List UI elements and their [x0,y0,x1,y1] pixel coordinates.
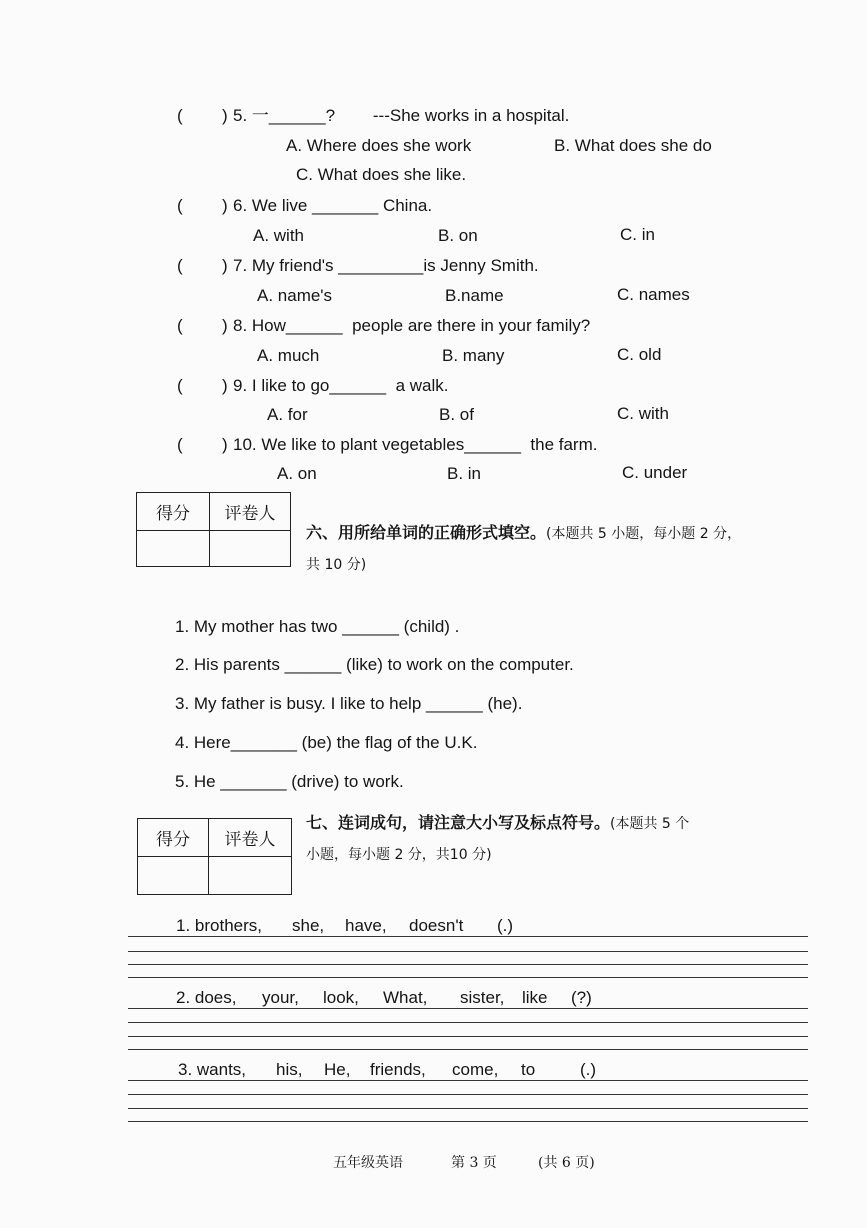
fill-item-5: 5. He _______ (drive) to work. [175,772,404,791]
answer-paren-close: ) [222,376,228,395]
word: look, [323,988,359,1007]
option-a: A. Where does she work [286,136,472,155]
grader-label: 评卷人 [209,819,292,857]
option-c: C. old [617,345,662,364]
option-b: B. What does she do [554,136,712,155]
option-a: A. for [267,405,308,424]
option-b: B. many [442,346,505,365]
answer-line[interactable] [128,936,808,937]
answer-line[interactable] [128,1108,808,1109]
word: He, [324,1060,351,1079]
grader-cell[interactable] [210,531,291,567]
option-c: C. names [617,285,690,304]
grader-cell[interactable] [209,857,292,895]
option-a: A. much [257,346,320,365]
word: What, [383,988,428,1007]
question-stem: 8. How______ people are there in your family? [233,316,591,335]
answer-paren-close: ) [222,435,228,454]
question-stem: 6. We live _______ China. [233,196,433,215]
answer-line[interactable] [128,951,808,952]
grader-label: 评卷人 [210,493,291,531]
option-c: C. under [622,463,688,482]
word: 1. brothers, [176,916,262,935]
answer-line[interactable] [128,1121,808,1122]
footer-total-pages: (共 6 页) [538,1155,595,1171]
answer-paren-open: ( [177,376,183,395]
section6-title: 六、用所给单词的正确形式填空。 [306,523,547,542]
score-cell[interactable] [137,531,210,567]
word: his, [276,1060,303,1079]
word: friends, [370,1060,426,1079]
footer-page-number: 第 3 页 [451,1155,497,1171]
footer-subject: 五年级英语 [333,1155,403,1171]
section6-note: (本题共 5 小题，每小题 2 分， [546,526,742,542]
fill-item-4: 4. Here_______ (be) the flag of the U.K. [175,733,478,752]
question-stem: 5. 一______? ---She works in a hospital. [233,106,570,125]
word: sister, [460,988,505,1007]
word: your, [262,988,299,1007]
answer-line[interactable] [128,1094,808,1095]
section6-header [306,518,796,580]
word: (.) [580,1060,597,1079]
section7-header [306,808,796,870]
answer-paren-open: ( [177,196,183,215]
option-a: A. name's [257,286,333,305]
answer-line[interactable] [128,1049,808,1050]
option-a: A. with [253,226,305,245]
question-stem: 7. My friend's _________is Jenny Smith. [233,256,539,275]
score-label: 得分 [137,493,210,531]
word: (.) [497,916,514,935]
word: have, [345,916,387,935]
option-b: B.name [445,286,504,305]
answer-line[interactable] [128,1036,808,1037]
word: she, [292,916,325,935]
answer-paren-close: ) [222,256,228,275]
answer-line[interactable] [128,1008,808,1009]
answer-line[interactable] [128,964,808,965]
option-c: C. What does she like. [296,165,467,184]
section7-note-cont: 小题，每小题 2 分，共10 分) [306,847,492,863]
fill-item-1: 1. My mother has two ______ (child) . [175,617,460,636]
answer-line[interactable] [128,1080,808,1081]
score-cell[interactable] [138,857,209,895]
question-stem: 10. We like to plant vegetables______ the farm. [233,435,598,454]
answer-paren-close: ) [222,316,228,335]
fill-item-3: 3. My father is busy. I like to help ______ (he). [175,694,523,713]
word: to [521,1060,536,1079]
answer-paren-close: ) [222,196,228,215]
section6-note-cont: 共 10 分) [306,557,367,573]
option-c: C. in [620,225,655,244]
answer-paren-open: ( [177,256,183,275]
answer-paren-open: ( [177,316,183,335]
word: (?) [571,988,592,1007]
option-b: B. on [438,226,478,245]
score-label: 得分 [138,819,209,857]
word: 3. wants, [178,1060,247,1079]
answer-line[interactable] [128,1022,808,1023]
option-c: C. with [617,404,669,423]
word: come, [452,1060,499,1079]
option-a: A. on [277,464,317,483]
word: like [522,988,548,1007]
section7-note: (本题共 5 个 [610,816,690,832]
word: doesn't [409,916,464,935]
question-stem: 9. I like to go______ a walk. [233,376,449,395]
answer-paren-open: ( [177,435,183,454]
option-b: B. of [439,405,474,424]
answer-paren-open: ( [177,106,183,125]
answer-line[interactable] [128,977,808,978]
section7-title: 七、连词成句，请注意大小写及标点符号。 [306,813,611,832]
score-table [137,818,292,895]
option-b: B. in [447,464,482,483]
score-table [136,492,291,567]
answer-paren-close: ) [222,106,228,125]
fill-item-2: 2. His parents ______ (like) to work on the computer. [175,655,574,674]
word: 2. does, [176,988,237,1007]
